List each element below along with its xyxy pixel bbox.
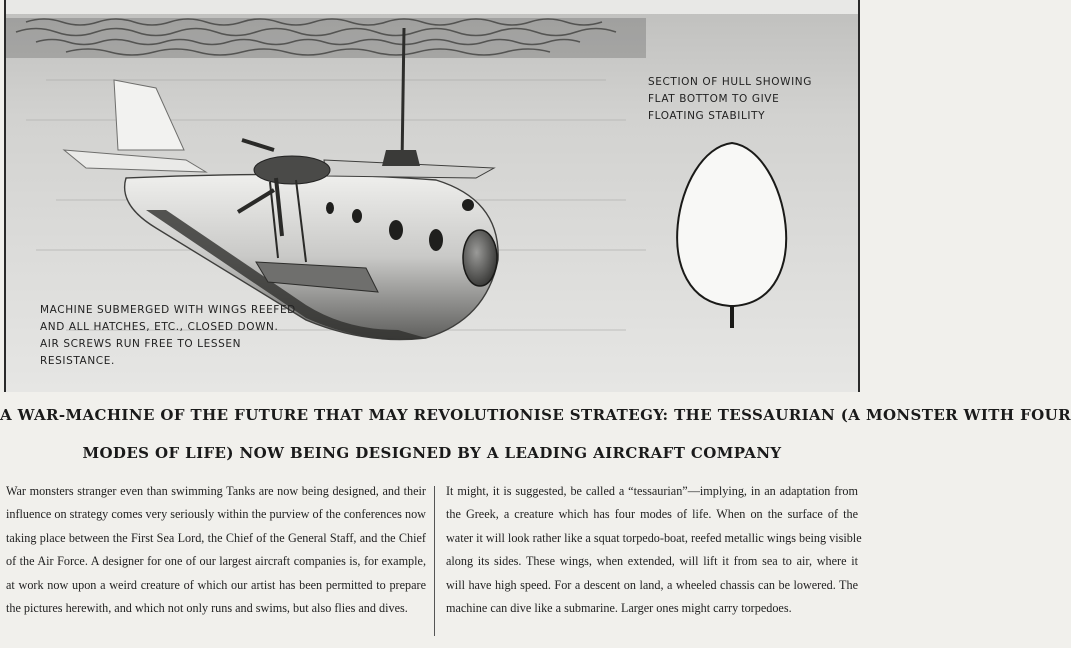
hatch — [382, 150, 420, 166]
sky-strip — [6, 0, 858, 14]
column-divider — [434, 486, 435, 636]
periscope-mast — [402, 28, 404, 165]
wave-shadow — [6, 18, 646, 58]
article-headline: A WAR-MACHINE OF THE FUTURE THAT MAY REVOLUTIONISE STRATEGY: THE TESSAURIAN (A MONSTER WITH FOUR MODES OF LIFE) NOW BEING DESIGNED BY A LEADING AIRCRAFT COMPANY — [0, 406, 1071, 462]
body-line: water it will look rather like a squat torpedo-boat, reefed metallic wings being visible — [446, 530, 862, 545]
hull-section-caption: SECTION OF HULL SHOWING FLAT BOTTOM TO GIVE FLOATING STABILITY — [648, 76, 812, 122]
body-line: the pictures herewith, and which not only runs and swims, but also flies and dives. — [6, 601, 408, 616]
body-line: the Greek, a creature which has four modes of life. When on the surface of the — [446, 507, 858, 522]
body-line: It might, it is suggested, be called a “tessaurian”—implying, in an adaptation from — [446, 484, 858, 498]
body-line: will have high speed. For a descent on land, a wheeled chassis can be lowered. The — [446, 577, 858, 592]
nose-window — [463, 230, 497, 286]
article-column-right — [446, 480, 862, 620]
submerged-machine-caption: MACHINE SUBMERGED WITH WINGS REEFED AND ALL HATCHES, ETC., CLOSED DOWN. AIR SCREWS RUN FREE TO LESSEN RESISTANCE. — [40, 304, 296, 367]
illustration-plate — [4, 0, 860, 392]
body-line: influence on strategy comes very seriously within the purview of the conferences now — [6, 507, 426, 522]
body-line: of the Air Force. A designer for one of our largest aircraft companies is, for example, — [6, 554, 426, 569]
body-line: machine can dive like a submarine. Larger ones might carry torpedoes. — [446, 601, 792, 616]
body-line: at work now upon a weird creature of which our artist has been permitted to prepare — [6, 577, 426, 592]
body-line: War monsters stranger even than swimming Tanks are now being designed, and their — [6, 484, 426, 498]
article-column-left — [6, 480, 426, 620]
body-line: along its sides. These wings, when extended, will lift it from sea to air, where it — [446, 554, 858, 569]
body-line: taking place between the First Sea Lord, the Chief of the General Staff, and the Chief — [6, 530, 426, 545]
engine-nacelle — [254, 156, 330, 184]
